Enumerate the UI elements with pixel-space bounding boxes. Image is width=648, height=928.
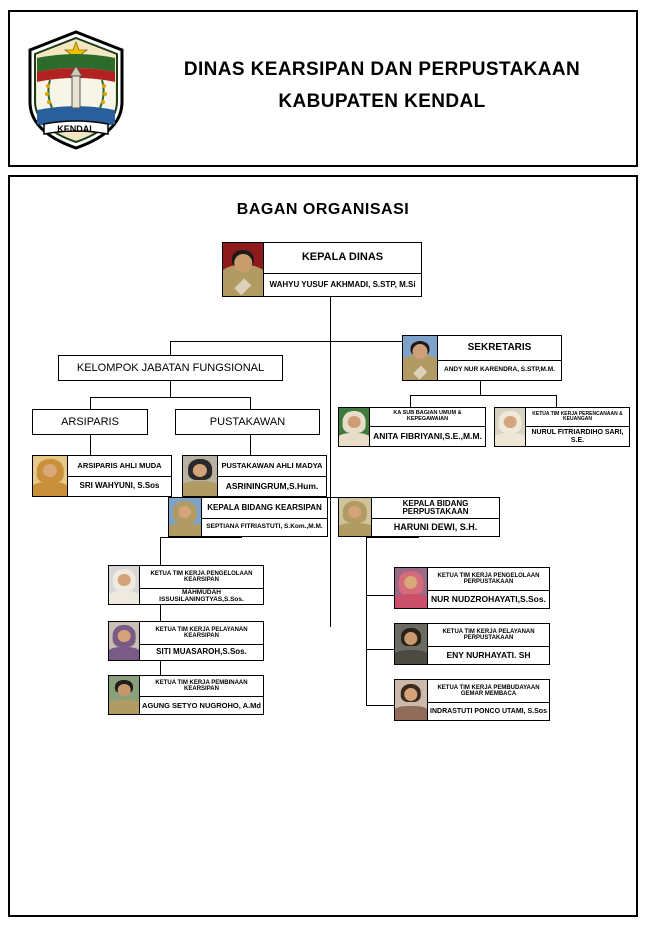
node-jabatan: KETUA TIM KERJA PENGELOLAAN PERPUSTAKAAN: [437, 572, 540, 585]
avatar: [495, 408, 526, 446]
node-label: PUSTAKAWAN: [209, 416, 286, 428]
node-jabatan: KEPALA BIDANG KEARSIPAN: [207, 502, 322, 512]
chart-title: BAGAN ORGANISASI: [236, 201, 410, 218]
node-label: KELOMPOK JABATAN FUNGSIONAL: [76, 362, 265, 374]
connector: [366, 705, 394, 706]
kendal-regency-emblem-icon: [24, 28, 128, 152]
connector: [556, 395, 557, 407]
node-jabatan: KEPALA BIDANG PERPUSTAKAAN: [402, 498, 469, 516]
avatar: [109, 566, 140, 604]
connector: [250, 435, 251, 455]
page-title-line-2: KABUPATEN KENDAL: [278, 91, 486, 112]
node-pustakawan[interactable]: [175, 409, 320, 435]
node-jabatan: KETUA TIM KERJA PELAYANAN KEARSIPAN: [155, 626, 248, 639]
avatar: [395, 568, 428, 608]
avatar: [33, 456, 68, 496]
node-jabatan: KETUA TIM KERJA PENGELOLAAN KEARSIPAN: [150, 570, 253, 583]
node-arsiparis-ahli-muda[interactable]: [32, 455, 172, 497]
node-nama: ENY NURHAYATI. SH: [428, 646, 549, 664]
node-ketua-tim-pengelolaan-kearsipan[interactable]: [108, 565, 264, 605]
connector: [366, 537, 367, 705]
connector: [366, 595, 394, 596]
node-ketua-tim-pengelolaan-perpustakaan[interactable]: [394, 567, 550, 609]
avatar: [339, 408, 370, 446]
avatar: [223, 243, 264, 296]
avatar: [395, 624, 428, 664]
node-pustakawan-ahli-madya[interactable]: [182, 455, 327, 497]
node-nama: SRI WAHYUNI, S.Sos: [68, 476, 171, 496]
avatar: [403, 336, 438, 380]
connector: [90, 397, 91, 409]
node-kelompok-jabatan-fungsional[interactable]: [58, 355, 283, 381]
connector: [170, 381, 171, 397]
node-nama: MAHMUDAH ISSUSILANINGTYAS,S.Sos.: [140, 588, 263, 605]
page-title-line-1: DINAS KEARSIPAN DAN PERPUSTAKAAN: [183, 59, 581, 80]
node-jabatan: KETUA TIM KERJA PEMBINAAN KEARSIPAN: [155, 679, 248, 692]
node-sekretaris[interactable]: [402, 335, 562, 381]
node-jabatan: ARSIPARIS AHLI MUDA: [77, 461, 162, 471]
node-jabatan: KA SUB BAGIAN UMUM & KEPEGAWAIAN: [393, 410, 462, 422]
node-nama: ANITA FIBRIYANI,S.E.,M.M.: [370, 426, 485, 446]
emblem-caption: KENDAL: [57, 124, 95, 134]
node-arsiparis[interactable]: [32, 409, 148, 435]
node-ketua-tim-perencanaan-keuangan[interactable]: [494, 407, 630, 447]
node-nama: WAHYU YUSUF AKHMADI, S.STP, M.Si: [264, 273, 421, 296]
connector: [90, 397, 250, 398]
avatar: [183, 456, 218, 496]
avatar: [339, 498, 372, 536]
node-kasubbag-umum-kepegawaian[interactable]: [338, 407, 486, 447]
connector: [330, 297, 331, 627]
avatar: [109, 622, 140, 660]
node-ketua-tim-pelayanan-kearsipan[interactable]: [108, 621, 264, 661]
node-nama: ANDY NUR KARENDRA, S.STP,M.M.: [438, 360, 561, 380]
node-kepala-bidang-kearsipan[interactable]: [168, 497, 328, 537]
node-nama: AGUNG SETYO NUGROHO, A.Md: [140, 696, 263, 714]
connector: [170, 341, 171, 355]
node-jabatan: KEPALA DINAS: [301, 251, 384, 264]
connector: [480, 381, 481, 395]
node-kepala-bidang-perpustakaan[interactable]: [338, 497, 500, 537]
node-nama: HARUNI DEWI, S.H.: [372, 518, 499, 536]
connector: [410, 395, 556, 396]
node-ketua-tim-pembudayaan-gemar-membaca[interactable]: [394, 679, 550, 721]
node-jabatan: KETUA TIM KERJA PERENCANAAN & KEUANGAN: [532, 410, 623, 422]
org-chart-panel: [8, 175, 638, 917]
node-nama: NURUL FITRIARDIHO SARI, S.E.: [526, 426, 629, 446]
connector: [90, 435, 91, 455]
node-nama: INDRASTUTI PONCO UTAMI, S.Sos: [428, 702, 549, 720]
connector: [250, 397, 251, 409]
avatar: [109, 676, 140, 714]
connector: [160, 537, 242, 538]
node-jabatan: KETUA TIM KERJA PEMBUDAYAAN GEMAR MEMBACA: [437, 684, 540, 697]
node-nama: SITI MUASAROH,S.Sos.: [140, 644, 263, 660]
avatar: [395, 680, 428, 720]
avatar: [169, 498, 202, 536]
page-title: [134, 54, 630, 118]
node-jabatan: KETUA TIM KERJA PELAYANAN PERPUSTAKAAN: [442, 628, 535, 641]
node-nama: ASRININGRUM,S.Hum.: [218, 476, 326, 496]
node-nama: SEPTIANA FITRIASTUTI, S.Kom.,M.M.: [202, 518, 327, 536]
node-nama: NUR NUDZROHAYATI,S.Sos.: [428, 590, 549, 608]
node-ketua-tim-pembinaan-kearsipan[interactable]: [108, 675, 264, 715]
node-label: ARSIPARIS: [61, 416, 119, 428]
connector: [410, 395, 411, 407]
node-jabatan: PUSTAKAWAN AHLI MADYA: [221, 461, 323, 471]
node-jabatan: SEKRETARIS: [467, 341, 532, 353]
connector: [366, 649, 394, 650]
node-kepala-dinas[interactable]: [222, 242, 422, 297]
header-panel: [8, 10, 638, 167]
connector: [160, 537, 161, 693]
node-ketua-tim-pelayanan-perpustakaan[interactable]: [394, 623, 550, 665]
connector: [366, 537, 419, 538]
